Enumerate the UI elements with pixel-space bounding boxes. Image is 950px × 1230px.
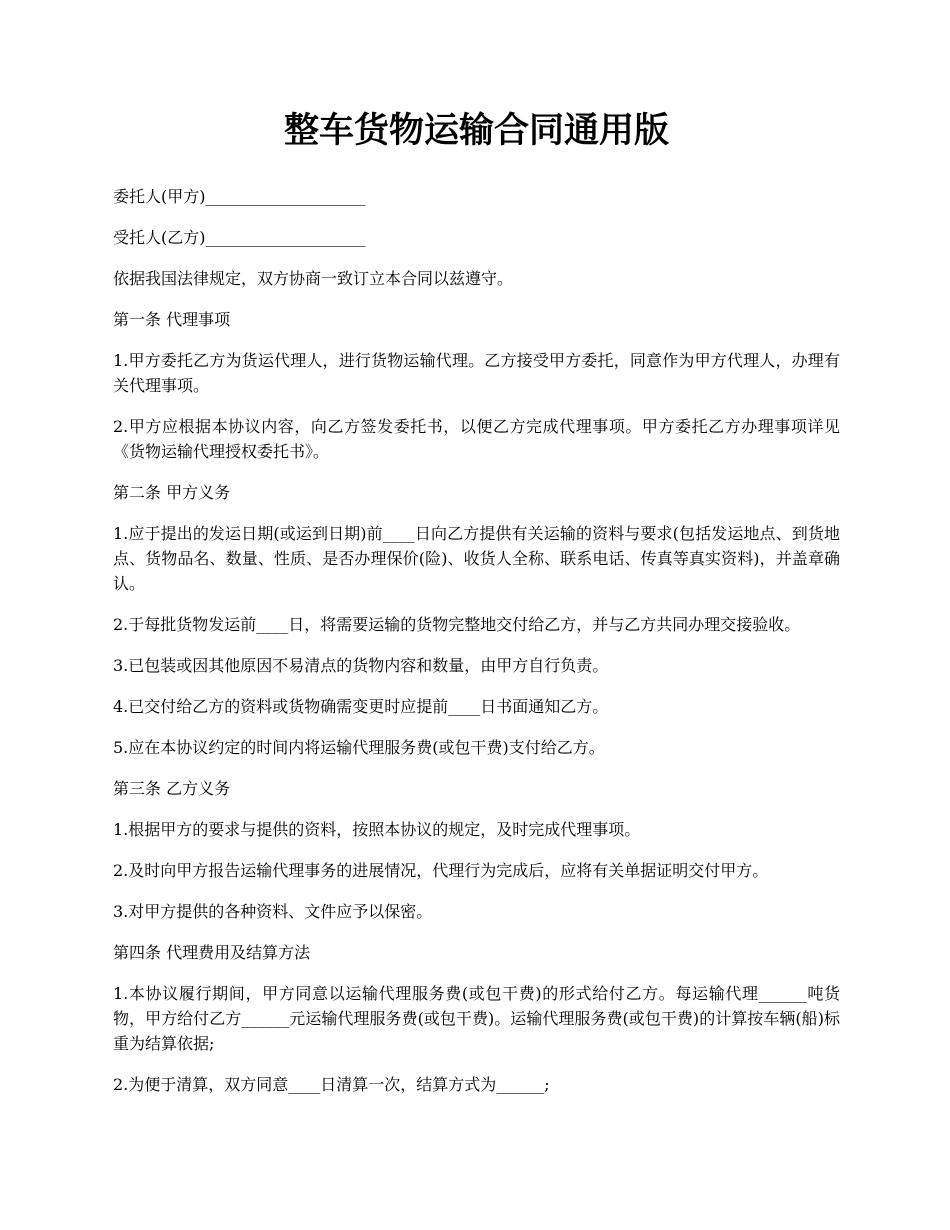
- article-1-clause-2: 2.甲方应根据本协议内容，向乙方签发委托书，以便乙方完成代理事项。甲方委托乙方办理事项详见《货物运输代理授权委托书》。: [113, 416, 840, 461]
- article-2-heading: 第二条 甲方义务: [113, 482, 231, 502]
- article-2-clause-4: 4.已交付给乙方的资料或货物确需变更时应提前____日书面通知乙方。: [113, 696, 609, 716]
- agent-line: 受托人(乙方)____________________: [113, 227, 366, 247]
- article-2-clause-5: 5.应在本协议约定的时间内将运输代理服务费(或包干费)支付给乙方。: [113, 737, 605, 757]
- article-4-clause-1: 1.本协议履行期间，甲方同意以运输代理服务费(或包干费)的形式给付乙方。每运输代理______吨货物，甲方给付乙方______元运输代理服务费(或包干费)。运输代理服务费(或包干费)的计算按车辆(船)标重为结算依据;: [113, 983, 840, 1053]
- article-2-clause-2: 2.于每批货物发运前____日，将需要运输的货物完整地交付给乙方，并与乙方共同办理交接验收。: [113, 614, 801, 634]
- article-2-clause-3: 3.已包装或因其他原因不易清点的货物内容和数量，由甲方自行负责。: [113, 655, 609, 675]
- article-3-heading: 第三条 乙方义务: [113, 778, 231, 798]
- document-page: [113, 108, 840, 1113]
- preamble: 依据我国法律规定，双方协商一致订立本合同以兹遵守。: [113, 268, 514, 288]
- principal-line: 委托人(甲方)____________________: [113, 186, 366, 206]
- article-4-heading: 第四条 代理费用及结算方法: [113, 942, 311, 962]
- article-3-clause-3: 3.对甲方提供的各种资料、文件应予以保密。: [113, 901, 433, 921]
- article-4-clause-2: 2.为便于清算，双方同意____日清算一次，结算方式为______;: [113, 1074, 550, 1094]
- article-1-clause-1: 1.甲方委托乙方为货运代理人，进行货物运输代理。乙方接受甲方委托，同意作为甲方代理人，办理有关代理事项。: [113, 350, 840, 395]
- article-3-clause-2: 2.及时向甲方报告运输代理事务的进展情况，代理行为完成后，应将有关单据证明交付甲方。: [113, 860, 769, 880]
- article-3-clause-1: 1.根据甲方的要求与提供的资料，按照本协议的规定，及时完成代理事项。: [113, 819, 641, 839]
- document-title: 整车货物运输合同通用版: [283, 110, 669, 151]
- article-2-clause-1: 1.应于提出的发运日期(或运到日期)前____日向乙方提供有关运输的资料与要求(包括发运地点、到货地点、货物品名、数量、性质、是否办理保价(险)、收货人全称、联系电话、传真等真实资料)，并盖章确认。: [113, 523, 840, 593]
- article-1-heading: 第一条 代理事项: [113, 309, 231, 329]
